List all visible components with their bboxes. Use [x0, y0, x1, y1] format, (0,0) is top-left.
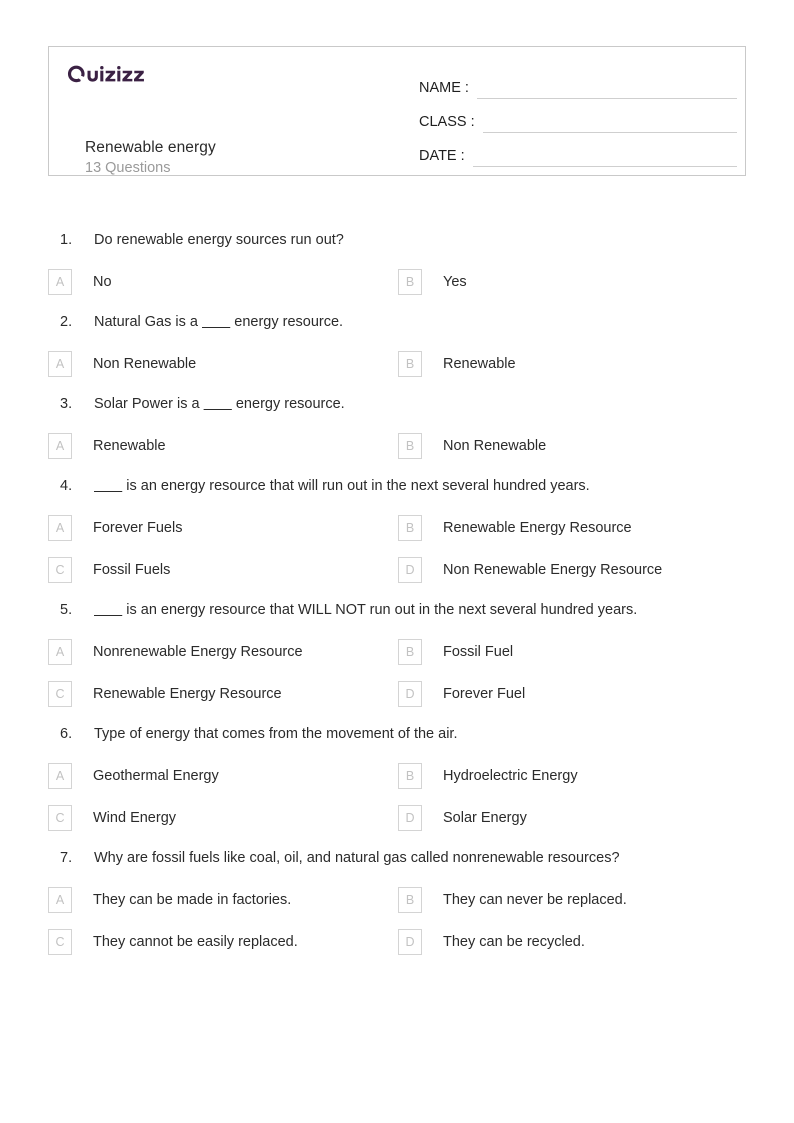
option-text: Forever Fuels: [93, 520, 183, 536]
answer-option[interactable]: [398, 634, 748, 670]
options-row: [48, 676, 746, 712]
option-text: Geothermal Energy: [93, 768, 219, 784]
question-text: Solar Power is a energy resource.: [94, 396, 345, 412]
class-field-input[interactable]: [483, 113, 737, 133]
option-text: Wind Energy: [93, 810, 177, 826]
option-letter-box: D: [398, 805, 422, 831]
answer-option[interactable]: [398, 800, 748, 836]
question-count-label: 13 Questions: [85, 160, 171, 176]
page-title: Renewable energy: [85, 139, 216, 156]
question-number: 2.: [60, 314, 73, 330]
options-grid: [48, 428, 746, 464]
answer-option[interactable]: [48, 510, 398, 546]
options-grid: [48, 510, 746, 588]
answer-blank: [204, 396, 232, 412]
answer-option[interactable]: [48, 552, 398, 588]
option-letter-box: C: [48, 929, 72, 955]
option-letter-box: A: [48, 433, 72, 459]
name-field-row: [419, 65, 737, 99]
options-row: [48, 264, 746, 300]
options-grid: [48, 346, 746, 382]
name-field-input[interactable]: [477, 79, 737, 99]
question-block: [48, 392, 746, 464]
answer-option[interactable]: [398, 428, 748, 464]
question-header: [48, 598, 746, 622]
question-text: Why are fossil fuels like coal, oil, and natural gas called nonrenewable resources?: [94, 850, 620, 866]
option-text: Non Renewable: [93, 356, 197, 372]
options-grid: [48, 758, 746, 836]
question-number: 4.: [60, 478, 73, 494]
question-header: [48, 310, 746, 334]
question-header: [48, 228, 746, 252]
answer-option[interactable]: [398, 552, 748, 588]
question-text: is an energy resource that WILL NOT run out in the next several hundred years.: [94, 598, 714, 622]
option-letter-box: C: [48, 681, 72, 707]
question-text: is an energy resource that will run out in the next several hundred years.: [94, 474, 714, 498]
option-letter-box: B: [398, 515, 422, 541]
question-block: [48, 474, 746, 588]
answer-option[interactable]: [398, 758, 748, 794]
answer-option[interactable]: [48, 676, 398, 712]
answer-blank: [94, 602, 122, 618]
options-row: [48, 882, 746, 918]
option-text: Fossil Fuels: [93, 562, 171, 578]
option-text: Renewable: [93, 438, 166, 454]
option-letter-box: A: [48, 639, 72, 665]
options-grid: [48, 634, 746, 712]
options-row: [48, 634, 746, 670]
option-text: No: [93, 274, 112, 290]
class-field-label: CLASS :: [419, 114, 475, 130]
option-text: They can be recycled.: [443, 934, 585, 950]
question-number: 6.: [60, 726, 73, 742]
date-field-input[interactable]: [473, 147, 737, 167]
question-number: 1.: [60, 232, 73, 248]
options-row: [48, 428, 746, 464]
options-grid: [48, 882, 746, 960]
option-text: Yes: [443, 274, 467, 290]
question-block: [48, 846, 746, 960]
question-text: Type of energy that comes from the movement of the air.: [94, 726, 458, 742]
option-text: Fossil Fuel: [443, 644, 514, 660]
class-field-row: [419, 99, 737, 133]
option-letter-box: B: [398, 269, 422, 295]
answer-option[interactable]: [398, 676, 748, 712]
questions-list: [48, 228, 746, 970]
student-info-fields: [419, 65, 737, 167]
worksheet-header-card: [48, 46, 746, 176]
option-text: They cannot be easily replaced.: [93, 934, 298, 950]
question-block: [48, 228, 746, 300]
option-text: Nonrenewable Energy Resource: [93, 644, 303, 660]
question-number: 5.: [60, 602, 73, 618]
option-letter-box: C: [48, 805, 72, 831]
answer-option[interactable]: [398, 882, 748, 918]
option-text: Solar Energy: [443, 810, 527, 826]
option-text: They can be made in factories.: [93, 892, 292, 908]
options-row: [48, 758, 746, 794]
question-header: [48, 846, 746, 870]
answer-option[interactable]: [48, 758, 398, 794]
quizizz-logo: [67, 61, 167, 87]
answer-blank: [202, 314, 230, 330]
option-letter-box: A: [48, 887, 72, 913]
question-number: 7.: [60, 850, 73, 866]
option-text: Non Renewable: [443, 438, 547, 454]
question-block: [48, 598, 746, 712]
option-letter-box: A: [48, 269, 72, 295]
option-letter-box: C: [48, 557, 72, 583]
option-text: Hydroelectric Energy: [443, 768, 578, 784]
question-block: [48, 310, 746, 382]
date-field-row: [419, 133, 737, 167]
question-block: [48, 722, 746, 836]
answer-option[interactable]: [48, 800, 398, 836]
header-left-section: [67, 61, 397, 176]
option-letter-box: D: [398, 929, 422, 955]
answer-option[interactable]: [48, 924, 398, 960]
option-letter-box: B: [398, 351, 422, 377]
answer-option[interactable]: [48, 634, 398, 670]
answer-option[interactable]: [398, 924, 748, 960]
answer-blank: [94, 478, 122, 494]
options-row: [48, 800, 746, 836]
answer-option[interactable]: [48, 346, 398, 382]
option-text: Renewable Energy Resource: [443, 520, 632, 536]
question-text: Natural Gas is a energy resource.: [94, 314, 344, 330]
option-letter-box: B: [398, 763, 422, 789]
answer-option[interactable]: [398, 346, 748, 382]
question-text: Do renewable energy sources run out?: [94, 232, 344, 248]
option-letter-box: B: [398, 887, 422, 913]
question-number: 3.: [60, 396, 73, 412]
option-letter-box: B: [398, 639, 422, 665]
options-row: [48, 924, 746, 960]
answer-option[interactable]: [398, 264, 748, 300]
options-row: [48, 346, 746, 382]
option-letter-box: D: [398, 681, 422, 707]
question-header: [48, 474, 746, 498]
option-text: Renewable Energy Resource: [93, 686, 282, 702]
date-field-label: DATE :: [419, 148, 465, 164]
answer-option[interactable]: [48, 428, 398, 464]
answer-option[interactable]: [398, 510, 748, 546]
name-field-label: NAME :: [419, 80, 469, 96]
option-letter-box: A: [48, 515, 72, 541]
option-text: They can never be replaced.: [443, 892, 627, 908]
option-letter-box: D: [398, 557, 422, 583]
options-row: [48, 510, 746, 546]
options-grid: [48, 264, 746, 300]
option-text: Non Renewable Energy Resource: [443, 562, 663, 578]
answer-option[interactable]: [48, 882, 398, 918]
option-letter-box: A: [48, 351, 72, 377]
option-text: Forever Fuel: [443, 686, 526, 702]
answer-option[interactable]: [48, 264, 398, 300]
question-header: [48, 722, 746, 746]
options-row: [48, 552, 746, 588]
question-header: [48, 392, 746, 416]
option-letter-box: A: [48, 763, 72, 789]
option-text: Renewable: [443, 356, 516, 372]
option-letter-box: B: [398, 433, 422, 459]
